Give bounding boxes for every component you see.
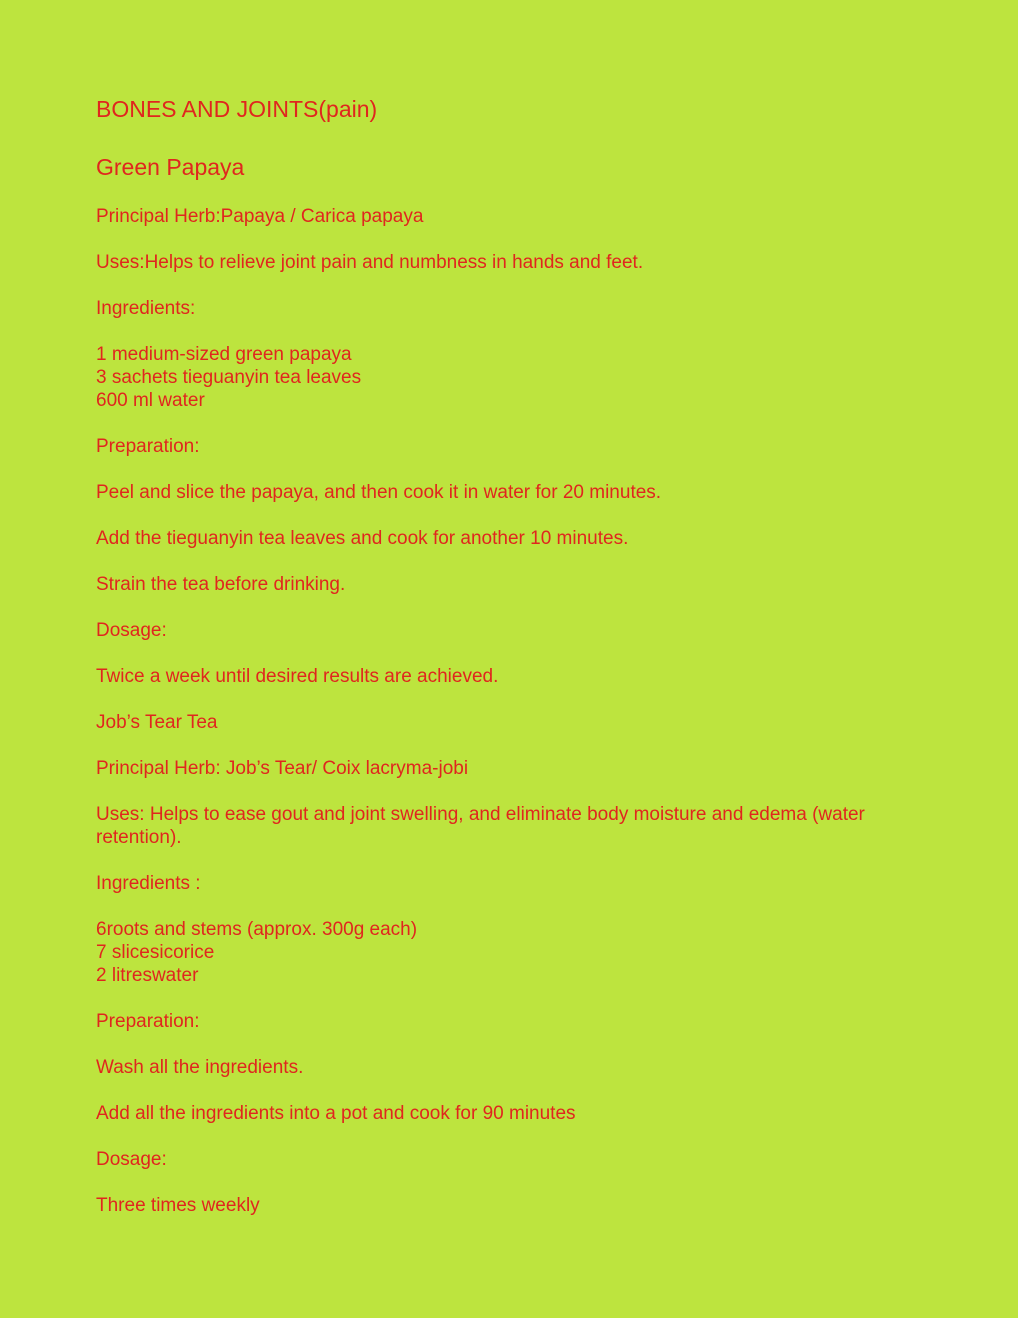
dosage-text: Three times weekly [96, 1195, 260, 1216]
document-content [96, 94, 926, 1240]
recipe-title-green-papaya: Green Papaya [96, 154, 245, 180]
ingredient-item: 6roots and stems (approx. 300g each) [96, 919, 418, 940]
preparation-step: Strain the tea before drinking. [96, 574, 346, 595]
ingredients-list [96, 918, 926, 987]
dosage-text: Twice a week until desired results are achieved. [96, 666, 499, 687]
recipe-title-jobs-tear: Job’s Tear Tea [96, 712, 218, 733]
ingredient-item: 600 ml water [96, 390, 205, 411]
preparation-step: Add all the ingredients into a pot and cook for 90 minutes [96, 1103, 576, 1124]
ingredient-item: 7 slicesicorice [96, 942, 215, 963]
uses-text: Uses:Helps to relieve joint pain and numbness in hands and feet. [96, 252, 644, 273]
ingredient-item: 3 sachets tieguanyin tea leaves [96, 367, 362, 388]
ingredients-label: Ingredients : [96, 873, 201, 894]
dosage-label: Dosage: [96, 620, 167, 641]
preparation-step: Peel and slice the papaya, and then cook it in water for 20 minutes. [96, 482, 662, 503]
document-title: BONES AND JOINTS(pain) [96, 96, 378, 122]
principal-herb-text: Principal Herb: Job’s Tear/ Coix lacryma-jobi [96, 758, 469, 779]
preparation-step: Add the tieguanyin tea leaves and cook for another 10 minutes. [96, 528, 629, 549]
preparation-label: Preparation: [96, 1011, 200, 1032]
dosage-label: Dosage: [96, 1149, 167, 1170]
ingredients-list [96, 343, 926, 412]
principal-herb-text: Principal Herb:Papaya / Carica papaya [96, 206, 424, 227]
preparation-label: Preparation: [96, 436, 200, 457]
ingredients-label: Ingredients: [96, 298, 196, 319]
uses-text: Uses: Helps to ease gout and joint swelling, and eliminate body moisture and edema (water retention). [96, 804, 865, 848]
ingredient-item: 1 medium-sized green papaya [96, 344, 352, 365]
preparation-step: Wash all the ingredients. [96, 1057, 304, 1078]
ingredient-item: 2 litreswater [96, 965, 199, 986]
